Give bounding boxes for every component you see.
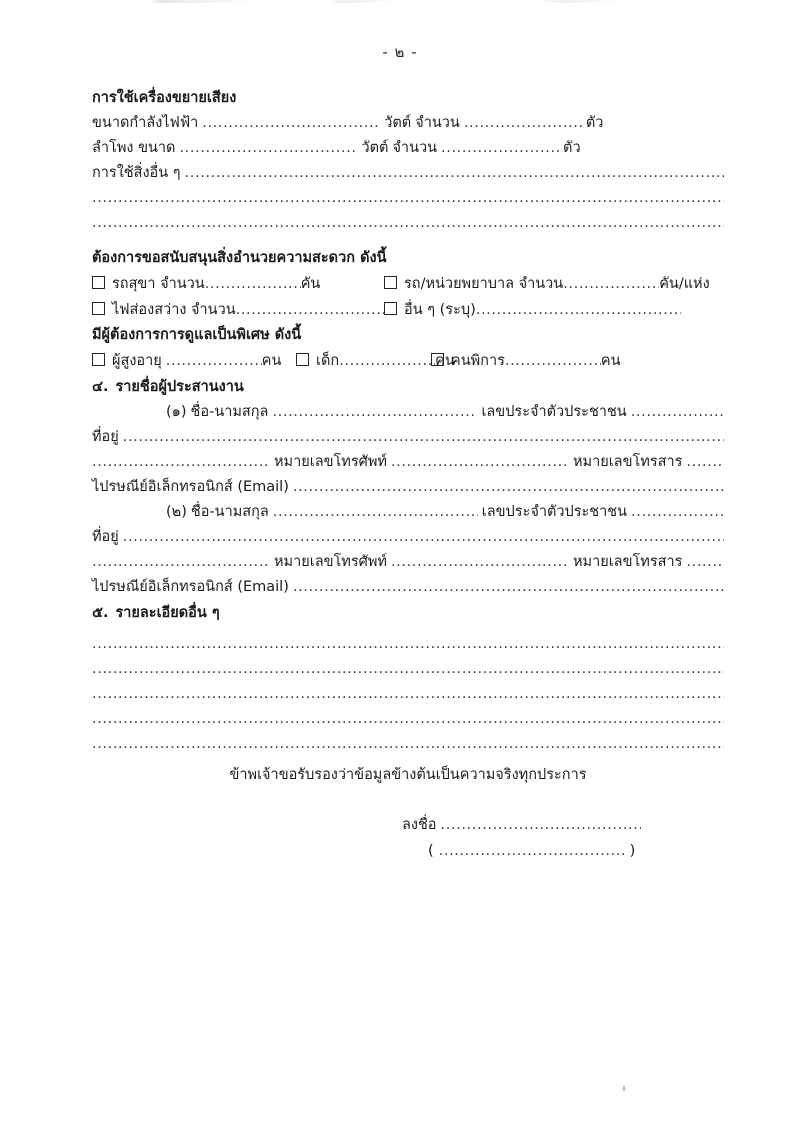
care-label: คนพิการ [451,353,505,369]
power-count-blank[interactable] [464,111,582,136]
other-use-blank[interactable] [185,161,724,186]
care-label: ผู้สูงอายุ [112,353,162,369]
scan-edge-artifact [0,0,800,3]
special-care-row [92,348,724,374]
power-label: ขนาดกำลังไฟฟ้า [92,115,199,131]
other-use-label: การใช้สิ่งอื่น ๆ [92,165,181,181]
speaker-count-label: จำนวน [392,140,438,156]
other-use-row [92,161,724,186]
coordinator-address-blank-cont[interactable] [92,550,270,575]
section-5-title: รายละเอียดอื่น ๆ [115,605,220,621]
coordinator-fax-blank[interactable] [686,550,724,575]
coordinator-1-email-row [92,475,724,500]
care-unit: คน [600,353,621,369]
coordinator-1-phone-row [92,450,724,475]
power-row [92,111,724,136]
care-item-elderly[interactable] [92,348,296,374]
special-care-heading: มีผู้ต้องการการดูแลเป็นพิเศษ ดังนี้ [92,327,302,343]
coordinator-id-blank[interactable] [631,400,724,425]
section-5-blank-line-1[interactable] [92,632,724,657]
care-value-blank[interactable] [339,348,435,374]
facility-unit: คัน/แห่ง [659,276,710,292]
coordinator-index: (๑) [166,404,187,420]
coordinator-1-address-row [92,425,724,450]
speaker-value-blank[interactable] [179,136,357,161]
checkbox-icon[interactable] [296,353,309,366]
checkbox-icon[interactable] [431,353,444,366]
power-watt-unit: วัตต์ [384,115,412,131]
coordinator-address-blank[interactable] [123,525,724,550]
coordinator-phone-blank[interactable] [391,550,569,575]
coordinator-id-label: เลขประจำตัวประชาชน [481,504,628,520]
coordinator-id-blank[interactable] [631,500,724,525]
certification-statement: ข้าพเจ้าขอรับรองว่าข้อมูลข้างต้นเป็นความจริงทุกประการ [229,767,587,783]
facilities-row-2 [92,297,724,323]
power-piece-unit: ตัว [585,115,604,131]
coordinator-id-label: เลขประจำตัวประชาชน [481,404,627,420]
checkbox-icon[interactable] [92,302,105,315]
other-use-blank-line-2[interactable] [92,211,724,236]
coordinator-phone-label: หมายเลขโทรศัพท์ [274,454,387,470]
coordinator-2-name-row [92,500,724,525]
coordinator-address-blank[interactable] [123,425,724,450]
coordinator-name-label: ชื่อ-นามสกุล [190,504,269,520]
signature-row [402,812,724,838]
coordinator-name-label: ชื่อ-นามสกุล [190,404,269,420]
care-unit: คน [435,353,455,369]
section-5-heading [92,600,724,626]
section-4-heading [92,374,724,400]
facility-label: อื่น ๆ (ระบุ) [404,302,476,318]
facility-item-toilet-truck[interactable] [92,271,384,297]
care-item-children[interactable] [296,348,455,374]
paren-open: ( [428,843,434,859]
signature-blank[interactable] [441,812,641,838]
coordinator-index: (๒) [166,504,187,520]
facility-value-blank[interactable] [476,297,681,323]
section-4-number: ๔. [92,379,109,395]
care-value-blank[interactable] [505,348,601,374]
facilities-row-1 [92,271,724,297]
coordinator-email-label: ไปรษณีย์อิเล็กทรอนิกส์ (Email) [92,579,289,595]
care-label: เด็ก [316,353,340,369]
sound-system-heading: การใช้เครื่องขยายเสียง [92,90,237,106]
page-number: - ๒ - [382,43,418,61]
coordinator-name-blank[interactable] [272,400,477,425]
facility-value-blank[interactable] [205,271,301,297]
coordinator-1-name-row [92,400,724,425]
speaker-watt-unit: วัตต์ [361,140,389,156]
speaker-count-blank[interactable] [441,136,559,161]
coordinator-name-blank[interactable] [273,500,478,525]
power-value-blank[interactable] [202,111,380,136]
section-5-blank-line-3[interactable] [92,682,724,707]
section-5-blank-line-2[interactable] [92,657,724,682]
coordinator-fax-label: หมายเลขโทรสาร [572,454,683,470]
facility-unit: คัน [300,276,321,292]
speaker-piece-unit: ตัว [563,140,581,156]
facility-value-blank[interactable] [563,271,659,297]
facility-value-blank[interactable] [236,297,386,323]
coordinator-address-label: ที่อยู่ [92,529,119,545]
section-5-blank-line-5[interactable] [92,732,724,757]
coordinator-email-label: ไปรษณีย์อิเล็กทรอนิกส์ (Email) [92,479,289,495]
other-use-blank-line-1[interactable] [92,186,724,211]
scan-speck-artifact [623,1086,625,1091]
facility-item-ambulance[interactable] [384,271,710,297]
coordinator-fax-blank[interactable] [686,450,724,475]
facility-item-other[interactable] [384,297,681,323]
care-value-blank[interactable] [166,348,262,374]
coordinator-fax-label: หมายเลขโทรสาร [572,554,683,570]
paren-close: ) [629,843,636,859]
facility-item-lighting[interactable] [92,297,384,323]
printed-name-row [402,838,724,864]
facility-label: รถ/หน่วยพยาบาล จำนวน [404,276,564,292]
section-5-number: ๕. [92,605,109,621]
section-5-blank-line-4[interactable] [92,707,724,732]
coordinator-phone-label: หมายเลขโทรศัพท์ [274,554,387,570]
facility-label: รถสุขา จำนวน [112,276,205,292]
checkbox-icon[interactable] [92,353,105,366]
speaker-label: ลำโพง ขนาด [92,140,176,156]
form-body [92,86,724,864]
speaker-row [92,136,724,161]
section-4-title: รายชื่อผู้ประสานงาน [115,379,244,395]
signature-label: ลงชื่อ [402,817,437,833]
facility-label: ไฟส่องสว่าง จำนวน [112,302,236,318]
signature-block [92,812,724,864]
coordinator-address-blank-cont[interactable] [92,450,270,475]
care-unit: คน [261,353,282,369]
facilities-heading: ต้องการขอสนับสนุนสิ่งอำนวยความสะดวก ดังนี้ [92,250,387,266]
coordinator-2-email-row [92,575,724,600]
checkbox-icon[interactable] [92,276,105,289]
checkbox-icon[interactable] [384,302,397,315]
care-item-disabled[interactable] [431,348,621,374]
printed-name-blank[interactable] [439,838,625,864]
coordinator-email-blank[interactable] [293,575,724,600]
coordinator-email-blank[interactable] [293,475,724,500]
coordinator-2-address-row [92,525,724,550]
power-count-label: จำนวน [415,115,460,131]
checkbox-icon[interactable] [384,276,397,289]
coordinator-phone-blank[interactable] [391,450,569,475]
coordinator-2-phone-row [92,550,724,575]
coordinator-address-label: ที่อยู่ [92,429,119,445]
